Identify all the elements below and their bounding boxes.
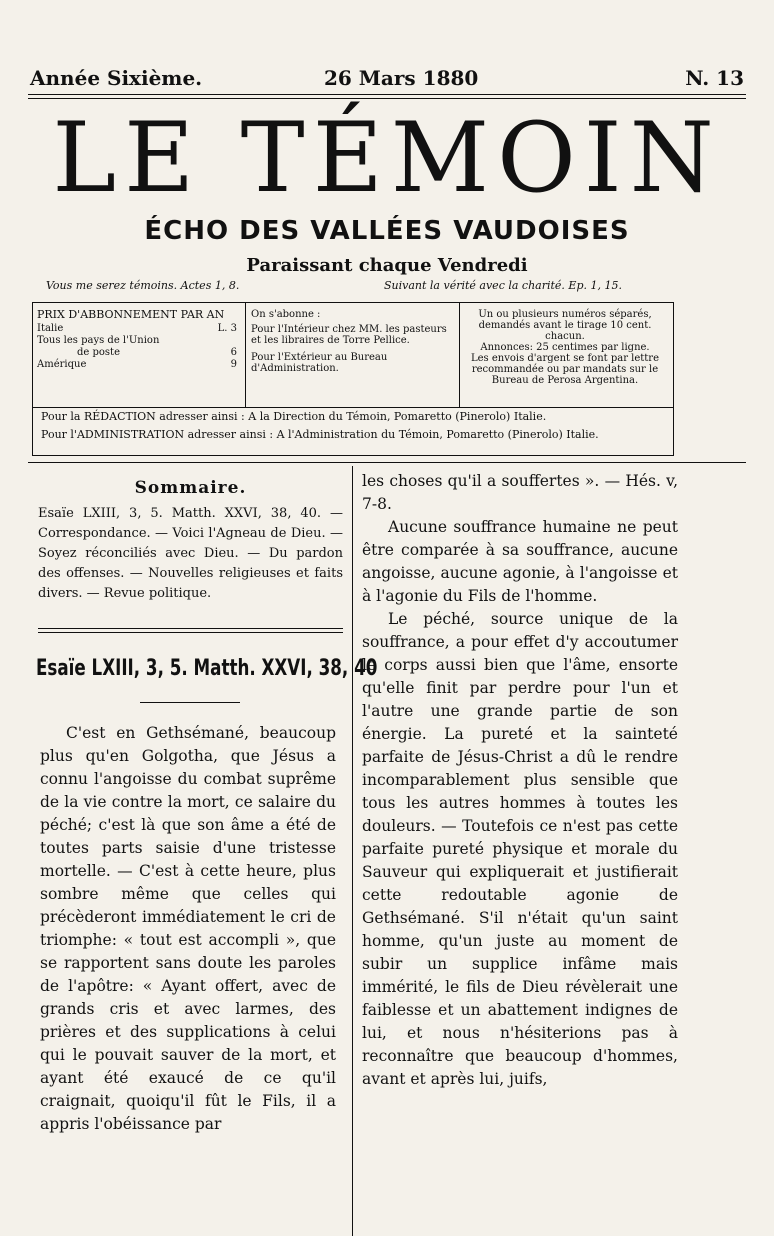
price-row: Amérique 9 [37,359,237,370]
price-row: Tous les pays de l'Union [37,335,160,346]
newspaper-title: LE TÉMOIN [52,102,722,214]
header-rule-thin [28,98,746,99]
price-heading: PRIX D'ABBONNEMENT PAR AN [37,308,225,321]
issue-year: Année Sixième. [30,66,203,90]
column-divider [352,466,353,1236]
article-right-column [362,470,678,1091]
title-rule [140,702,240,703]
subscribe-exterior: Pour l'Extérieur au Bureau d'Administration. [251,352,388,374]
publication-frequency: Paraissant chaque Vendredi [246,255,528,276]
article-left-column [40,722,336,1136]
redaction-address: Pour la RÉDACTION adresser ainsi : A la Direction du Témoin, Pomaretto (Pinerolo) Italie. [41,410,547,423]
header-rule [28,94,746,95]
box-bottom-rule [28,462,746,463]
summary [38,478,343,604]
subscribe-info [251,309,451,374]
rates-info [465,309,665,386]
administration-address: Pour l'ADMINISTRATION adresser ainsi : A l'Administration du Témoin, Pomaretto (Pinerolo) Italie. [41,428,599,441]
summary-title: Sommaire. [134,478,247,498]
newspaper-subtitle: ÉCHO DES VALLÉES VAUDOISES [144,216,630,246]
motto-right: Suivant la vérité avec la charité. Ep. 1, 15. [384,279,622,292]
box-divider-horizontal [33,407,673,408]
summary-rule [38,632,343,633]
article-paragraph: les choses qu'il a souffertes ». — Hés. v, 7-8. [362,472,678,513]
summary-body: Esaïe LXIII, 3, 5. Matth. XXVI, 38, 40. — Correspondance. — Voici l'Agneau de Dieu. — Soyez réconciliés avec Dieu. — Du pardon des offenses. — Nouvelles religieuses et faits divers. — Revue politique. [38,506,343,601]
subscription-box [32,302,674,456]
price-table [37,309,237,371]
motto-left: Vous me serez témoins. Actes 1, 8. [46,279,240,292]
article-paragraph: Le péché, source unique de la souffrance, a pour effet d'y accoutumer le corps aussi bien que l'âme, ensorte qu'elle finit par perdre pour l'un et l'autre une grande partie de son énergie. La pureté et la sainteté parfaite de Jésus-Christ a dû le rendre incomparablement plus sensible que tous les autres hommes à toutes les douleurs. — Toutefois ce n'est pas cette parfaite pureté physique et morale du Sauveur qui expliquerait et justifierait cette redoutable agonie de Gethsémané. S'il n'était qu'un saint homme, qu'un juste au moment de subir un supplice infâme mais immérité, le fils de Dieu révèlerait une faiblesse et un abattement indignes de lui, et nous n'hésiterions pas à reconnaître que beaucoup d'hommes, avant et après lui, juifs, [362,610,678,1088]
box-divider [245,303,246,407]
price-row: de poste 6 [77,347,237,358]
article-paragraph: C'est en Gethsémané, beaucoup plus qu'en Golgotha, que Jésus a connu l'angoisse du combat suprême de la vie contre la mort, ce salaire du péché; c'est là que son âme a été de toutes parts saisie d'une tristesse mortelle. — C'est à cette heure, plus sombre même que celles qui précèderont immédiatement le cri de triomphe: « tout est accompli », que se rapportent sans doute les paroles de l'apôtre: « Ayant offert, avec de grands cris et avec larmes, des prières et des supplications à celui qui le pouvait sauver de la mort, et ayant été exaucé de ce qu'il craignait, quoiqu'il fût le Fils, il a appris l'obéissance par [40,724,336,1133]
article-paragraph: Aucune souffrance humaine ne peut être comparée à sa souffrance, aucune angoisse, aucune agonie, à l'angoisse et à l'agonie du Fils de l'homme. [362,518,678,605]
issue-date: 26 Mars 1880 [324,66,479,90]
numbers-text: Un ou plusieurs numéros séparés, demandés avant le tirage 10 cent. chacun. [478,309,652,342]
price-row: Italie L. 3 [37,323,237,334]
subscribe-interior: Pour l'Intérieur chez MM. les pasteurs et les libraires de Torre Pellice. [251,324,447,346]
issue-number: N. 13 [685,66,744,90]
article-title: Esaïe LXIII, 3, 5. Matth. XXVI, 38, 40 [36,656,378,681]
subscribe-heading: On s'abonne : [251,309,321,320]
envois-text: Les envois d'argent se font par lettre recommandée ou par mandats sur le Bureau de Perosa Argentina. [470,353,660,386]
annonces-text: Annonces: 25 centimes par ligne. [480,342,650,353]
summary-rule [38,628,343,629]
box-divider [459,303,460,407]
